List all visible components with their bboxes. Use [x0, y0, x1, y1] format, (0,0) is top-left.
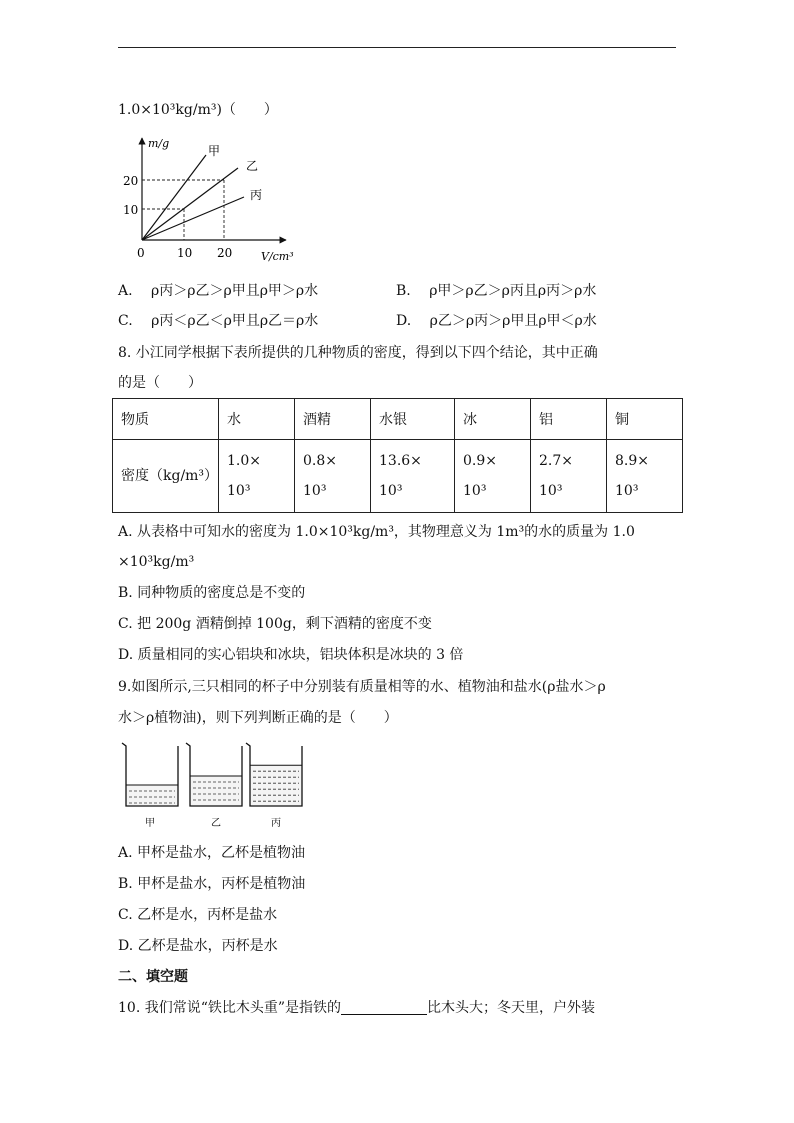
table-cell: 8.9× 10³ — [607, 440, 683, 513]
q9-option-b[interactable]: B. 甲杯是盐水，丙杯是植物油 — [118, 876, 306, 892]
q8-option-a-line1[interactable]: A. 从表格中可知水的密度为 1.0×10³kg/m³，其物理意义为 1m³的水的质量为 1.0 — [118, 524, 635, 540]
x-tick-0: 0 — [137, 246, 145, 260]
y-axis-label: m/g — [148, 137, 170, 150]
cup-liquid — [190, 776, 242, 806]
table-cell: 0.9× 10³ — [455, 440, 531, 513]
q9-stem-line2: 水＞ρ植物油)，则下列判断正确的是（ ） — [118, 710, 398, 726]
cup-label-yi: 乙 — [211, 818, 221, 829]
q10-stem: 10. 我们常说“铁比木头重”是指铁的 比木头大；冬天里，户外装 — [118, 1000, 596, 1016]
table-header-cell: 水 — [219, 399, 295, 440]
series-label-jia: 甲 — [208, 144, 221, 158]
density-table — [112, 398, 683, 513]
q8-option-d[interactable]: D. 质量相同的实心铝块和冰块，铝块体积是冰块的 3 倍 — [118, 647, 464, 663]
y-tick-10: 10 — [123, 203, 139, 217]
y-tick-20: 20 — [123, 174, 139, 188]
section-title: 二、填空题 — [118, 969, 188, 985]
table-header-cell: 酒精 — [295, 399, 371, 440]
x-tick-10: 10 — [177, 246, 193, 260]
q7-stem: 1.0×10³kg/m³)（ ） — [118, 102, 278, 118]
series-line-yi — [142, 168, 238, 240]
table-density-row — [113, 440, 683, 513]
q8-option-b[interactable]: B. 同种物质的密度总是不变的 — [118, 585, 306, 601]
table-header-cell: 铝 — [531, 399, 607, 440]
table-cell: 2.7× 10³ — [531, 440, 607, 513]
q7-option-b[interactable]: B. ρ甲＞ρ乙＞ρ丙且ρ丙＞ρ水 — [396, 283, 597, 299]
x-tick-20: 20 — [217, 246, 233, 260]
q7-option-a[interactable]: A. ρ丙＞ρ乙＞ρ甲且ρ甲＞ρ水 — [118, 283, 319, 299]
q9-option-c[interactable]: C. 乙杯是水，丙杯是盐水 — [118, 907, 278, 923]
series-label-yi: 乙 — [246, 159, 259, 173]
q9-option-d[interactable]: D. 乙杯是盐水，丙杯是水 — [118, 938, 278, 954]
q7-option-d[interactable]: D. ρ乙＞ρ丙＞ρ甲且ρ甲＜ρ水 — [396, 313, 597, 329]
series-line-jia — [142, 155, 206, 240]
mass-volume-graph — [118, 130, 308, 265]
x-axis-label: V/cm³ — [261, 250, 294, 263]
q8-option-c[interactable]: C. 把 200g 酒精倒掉 100g，剩下酒精的密度不变 — [118, 616, 432, 632]
series-label-bing: 丙 — [250, 188, 263, 202]
table-header-cell: 铜 — [607, 399, 683, 440]
table-header-cell: 水银 — [371, 399, 455, 440]
q8-stem-line1: 8. 小江同学根据下表所提供的几种物质的密度，得到以下四个结论，其中正确 — [118, 345, 598, 361]
table-header-row — [113, 399, 683, 440]
table-header-cell: 冰 — [455, 399, 531, 440]
q10-answer-blank[interactable] — [341, 1000, 427, 1015]
q8-stem-line2: 的是（ ） — [118, 375, 202, 391]
table-cell: 0.8× 10³ — [295, 440, 371, 513]
cup-label-bing: 丙 — [271, 818, 281, 829]
header-rule — [118, 47, 676, 48]
table-cell: 1.0× 10³ — [219, 440, 295, 513]
cup-label-jia: 甲 — [145, 818, 155, 829]
table-row-label: 密度（kg/m³） — [113, 440, 219, 513]
series-line-bing — [142, 197, 244, 240]
table-header-label: 物质 — [113, 399, 219, 440]
q7-option-c[interactable]: C. ρ丙＜ρ乙＜ρ甲且ρ乙＝ρ水 — [118, 313, 319, 329]
q8-option-a-line2: ×10³kg/m³ — [118, 554, 195, 570]
q9-option-a[interactable]: A. 甲杯是盐水，乙杯是植物油 — [118, 845, 306, 861]
cups-figure — [118, 740, 313, 832]
q9-stem-line1: 9.如图所示,三只相同的杯子中分别装有质量相等的水、植物油和盐水(ρ盐水＞ρ — [118, 679, 606, 695]
table-cell: 13.6× 10³ — [371, 440, 455, 513]
